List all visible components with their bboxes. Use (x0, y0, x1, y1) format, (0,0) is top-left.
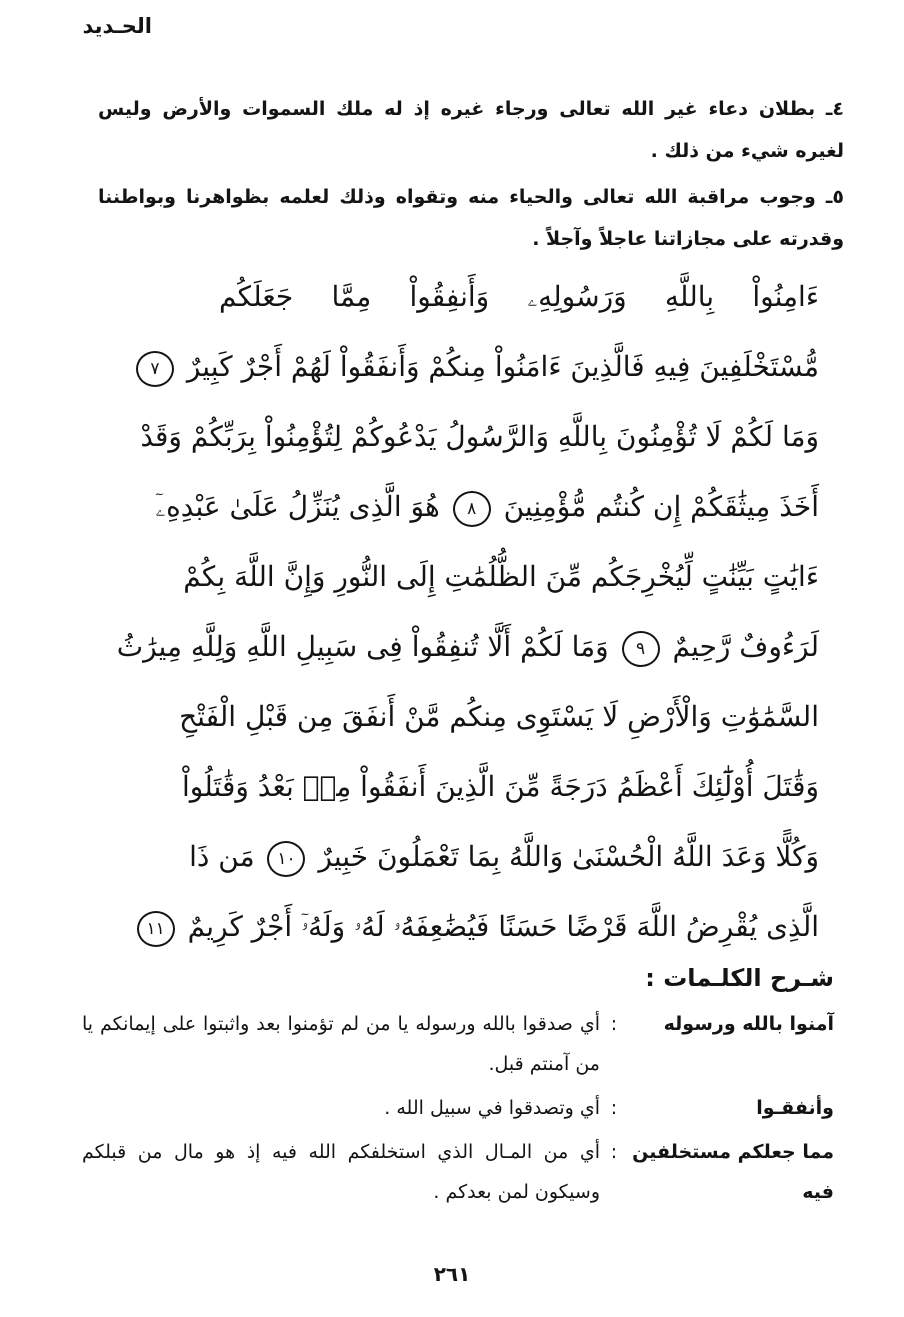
glossary-definition: أي وتصدقوا في سبيل الله . (384, 1097, 600, 1119)
verse-line (219, 262, 819, 332)
verse-text: مَن ذَا (189, 840, 255, 873)
verse-line (182, 752, 819, 822)
glossary-definition: أي صدقوا بالله ورسوله يا من لم تؤمنوا بعد واثبتوا على إيمانكم يا من آمنتم قبل. (82, 1013, 600, 1075)
verse-text: وَمَا لَكُمْ لَا تُؤْمِنُونَ بِاللَّهِ وَالرَّسُولُ يَدْعُوكُمْ لِتُؤْمِنُواْ بِرَبِّكُمْ وَقَدْ (140, 420, 819, 453)
glossary-term: آمنوا بالله ورسوله (663, 1013, 834, 1035)
lesson-item-5: ٥ـ وجوب مراقبة الله تعالى والحياء منه وتقواه وذلك لعلمه بظواهرنا وبواطننا وقدرته على مجازاتنا عاجلاً وآجلاً . (98, 186, 844, 250)
glossary-entry (82, 1004, 834, 1084)
verse-text: وَقَٰتَلَ أُوْلَٰٓئِكَ أَعْظَمُ دَرَجَةً مِّنَ الَّذِينَ أَنفَقُواْ مِنۢ بَعْدُ وَقَٰتَلُواْ (182, 770, 819, 803)
quran-verses (116, 262, 819, 962)
glossary-entry (82, 1088, 834, 1128)
ayah-number-marker: ٩ (622, 631, 660, 667)
glossary-term: مما جعلكم مستخلفين فيه (632, 1141, 834, 1203)
verse-line (179, 682, 819, 752)
verse-text: الَّذِى يُقْرِضُ اللَّهَ قَرْضًا حَسَنًا فَيُضَٰعِفَهُۥ لَهُۥ وَلَهُۥٓ أَجْرٌ كَرِيمٌ (187, 910, 819, 943)
verse-line (189, 822, 819, 892)
glossary-title: شـرح الكلـمات : (645, 964, 834, 992)
ayah-number-marker: ١٠ (267, 841, 305, 877)
verse-text: لَرَءُوفٌ رَّحِيمٌ (672, 630, 819, 663)
verse-text: مُّسْتَخْلَفِينَ فِيهِ فَالَّذِينَ ءَامَنُواْ مِنكُمْ وَأَنفَقُواْ لَهُمْ أَجْرٌ كَبِيرٌ (186, 350, 819, 383)
word-glossary (82, 958, 834, 1216)
verse-line (150, 332, 819, 402)
glossary-definition: أي من المـال الذي استخلفكم الله فيه إذ هو مال من قبلكم وسيكون لمن بعدكم . (82, 1141, 600, 1203)
verse-text: السَّمَٰوَٰتِ وَالْأَرْضِ لَا يَسْتَوِى مِنكُم مَّنْ أَنفَقَ مِن قَبْلِ الْفَتْحِ (179, 700, 819, 733)
ayah-number-marker: ٨ (453, 491, 491, 527)
surah-header: الحـديد (82, 14, 152, 38)
glossary-term: وأنفقـوا (756, 1097, 834, 1119)
verse-text: ءَايَٰتٍ بَيِّنَٰتٍ لِّيُخْرِجَكُم مِّنَ الظُّلُمَٰتِ إِلَى النُّورِ وَإِنَّ اللَّهَ بِكُمْ (183, 560, 819, 593)
verse-text: هُوَ الَّذِى يُنَزِّلُ عَلَىٰ عَبْدِهِۦٓ (155, 490, 440, 523)
verse-line (155, 472, 819, 542)
glossary-entry (82, 1132, 834, 1212)
glossary-colon: : (610, 1097, 618, 1119)
lesson-item-4: ٤ـ بطلان دعاء غير الله تعالى ورجاء غيره إذ له ملك السموات والأرض وليس لغيره شيء من ذلك . (98, 98, 844, 162)
lessons-list (98, 88, 844, 264)
verse-text: أَخَذَ مِيثَٰقَكُمْ إِن كُنتُم مُّؤْمِنِينَ (503, 490, 819, 523)
verse-line (183, 542, 819, 612)
verse-line (140, 402, 819, 472)
ayah-number-marker: ٧ (136, 351, 174, 387)
verse-line (146, 892, 819, 962)
glossary-colon: : (610, 1141, 618, 1163)
page-number: ٢٦١ (433, 1262, 471, 1286)
verse-text: وَكُلًّا وَعَدَ اللَّهُ الْحُسْنَىٰ وَاللَّهُ بِمَا تَعْمَلُونَ خَبِيرٌ (318, 840, 819, 873)
verse-text: ءَامِنُواْ بِاللَّهِ وَرَسُولِهِۦ وَأَنفِقُواْ مِمَّا جَعَلَكُم (219, 280, 819, 313)
glossary-colon: : (610, 1013, 618, 1035)
verse-line (116, 612, 819, 682)
verse-text: وَمَا لَكُمْ أَلَّا تُنفِقُواْ فِى سَبِيلِ اللَّهِ وَلِلَّهِ مِيرَٰثُ (116, 630, 609, 663)
ayah-number-marker: ١١ (137, 911, 175, 947)
